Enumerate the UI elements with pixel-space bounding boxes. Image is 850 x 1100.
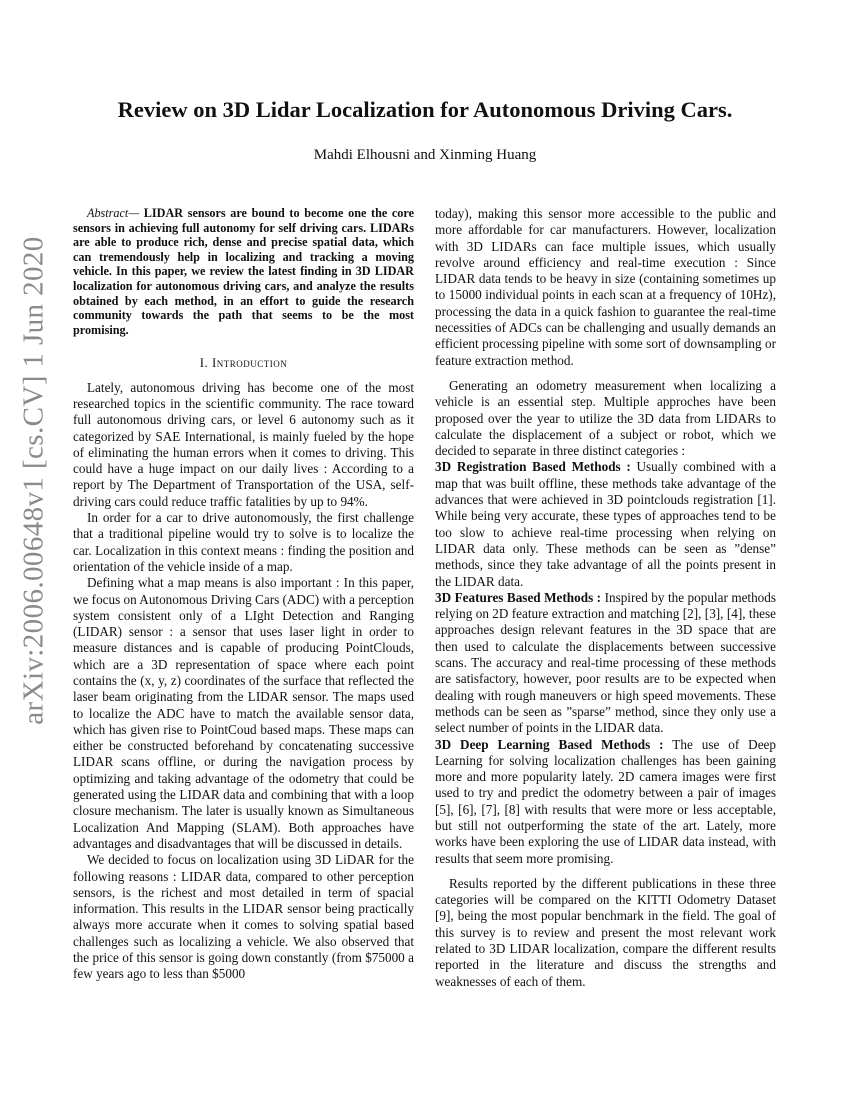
category-registration-head: 3D Registration Based Methods : [435,459,631,475]
right-column [435,206,776,990]
intro-paragraph-3: Defining what a map means is also important : In this paper, we focus on Autonomous Driving Cars (ADC) with a perception system consistent only of a LIght Detection and Ranging (LIDAR) sensor : a sensor that uses laser light in order to measure distances and is capable of producing PointClouds, which are a 3D representation of space where each point contains the (x, y, z) coordinates of the surface that reflected the laser beam originating from the LIDAR sensor. The maps used to localize the ADC have to match the available sensor data, which has given rise to PointCoud based maps. These maps can either be constructed beforehand by concatenating successive LIDAR scans offline, or during the navigation process by optimizing and taking advantage of the odometry that could be generated using the LIDAR data and combining that with a loop closure mechanism. The later is usually known as Simultaneous Localization And Mapping (SLAM). Both approaches have advantages and disadvantages that will be discussed in details. [73,575,414,851]
left-column [73,206,414,983]
category-features-text: Inspired by the popular methods relying on 2D feature extraction and matching [2], [3], [4], these approaches design relevant features in the 3D space that are then used to calculate the displacements between successive scans. The accuracy and real-time processing of these methods are satisfactory, however, poor results are to be expected when dealing with rough maneuvers or high speed movements. These methods can be seen as ”sparse” method, since they only use a select number of points in the LIDAR data. [435,589,777,736]
category-features-head: 3D Features Based Methods : [435,589,602,605]
intro-paragraph-2: In order for a car to drive autonomously, the first challenge that a traditional pipeline would try to solve is to localize the car. Localization in this context means : finding the position and orientation of the vehicle inside of a map. [73,510,414,574]
abstract-text: LIDAR sensors are bound to become one the core sensors in achieving full autonomy for self driving cars. LIDARs are able to produce rich, dense and precise spatial data, which can tremendously help in localizing and tracking a moving vehicle. In this paper, we review the latest finding in 3D LIDAR localization for autonomous driving cars, and analyze the results obtained by each method, in an effort to guide the research community towards the path that seems to be the most promising. [73,206,414,337]
abstract-lead: Abstract [87,206,129,220]
category-deep-learning [435,737,776,867]
abstract-dash: — [128,206,144,220]
category-registration [435,459,776,589]
intro-paragraph-1: Lately, autonomous driving has become one of the most researched topics in the scientific community. The race toward full autonomous driving cars, or level 6 autonomy such as it categorized by SAE International, is mainly fueled by the hope of eliminating the human errors when it comes to driving. This could have a huge impact on our daily lives : According to a report by The Department of Transportation of the USA, self-driving cars could reduce traffic fatalities by up to 94%. [73,379,414,509]
category-deep-learning-text: The use of Deep Learning for solving localization challenges has been gaining more and more popularity lately. 2D camera images were first used to try and predict the odometry between a pair of images [5], [6], [7], [8] with results that were more or less acceptable, but still not outperforming the state of the art. Lately, more works have been exploring the use of LIDAR data instead, with results that seem more promising. [435,736,776,866]
odometry-paragraph: Generating an odometry measurement when localizing a vehicle is an essential step. Multiple approches have been proposed over the year to utilize the 3D data from LIDARs to calculate the displacement of a subject or robot, which we decided to separate in three distinct categories : [435,377,776,459]
continuation-paragraph: today), making this sensor more accessible to the public and more affordable for car manufacturers. However, localization with 3D LIDARs can face multiple issues, which usually revolve around efficiency and real-time execution : Since LIDAR data tends to be heavy in size (containing sometimes up to 15000 individual points in each scan at a frequency of 10Hz), processing the data in a quick fashion to guarantee the real-time necessities of ADCs can be challenging and usually demands an efficient processing pipeline with some sort of downsampling or feature extraction method. [435,206,776,368]
paper-title: Review on 3D Lidar Localization for Autonomous Driving Cars. [117,97,733,122]
category-registration-text: Usually combined with a map that was built offline, these methods take advantage of the advances that were achieved in 3D pointclouds registration [1]. While being very accurate, these types of approaches tend to be too slow to achieve real-time processing when relying on LIDAR data only. These methods can be seen as ”dense” methods, since they take advantage of all the points present in the LIDAR data. [435,459,777,589]
section-heading-introduction: I. Introduction [199,356,288,371]
abstract [73,206,414,337]
category-deep-learning-head: 3D Deep Learning Based Methods : [435,736,664,752]
paper-authors: Mahdi Elhousni and Xinming Huang [313,147,537,163]
category-features [435,590,776,737]
intro-paragraph-4: We decided to focus on localization using 3D LiDAR for the following reasons : LIDAR data, compared to other perception sensors, is the richest and most detailed in term of spacial information. This results in the LIDAR sensor being practically always more accurate when it comes to solving spatial based challenges such as localizing a vehicle. We also observed that the price of this sensor is going down constantly (from $75000 a few years ago to less than $5000 [73,852,414,982]
arxiv-side-stamp [8,180,60,780]
arxiv-identifier: arXiv:2006.00648v1 [cs.CV] 1 Jun 2020 [17,235,50,725]
closing-paragraph: Results reported by the different publications in these three categories will be compared on the KITTI Odometry Dataset [9], being the most popular benchmark in the field. The goal of this survey is to review and present the most relevant work related to 3D LIDAR localization, compare the different results reported in the literature and discuss the strengths and weaknesses of each of them. [435,875,776,989]
